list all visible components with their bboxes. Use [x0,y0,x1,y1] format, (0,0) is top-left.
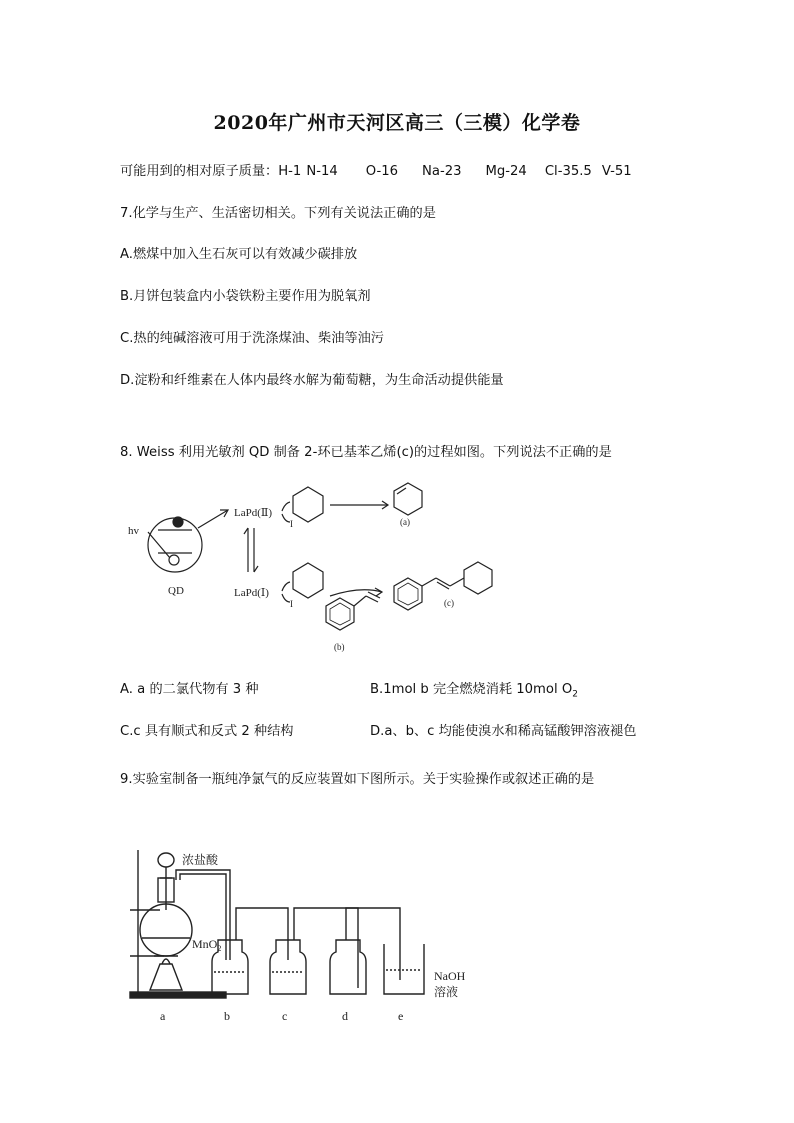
cyclohexyl-ring-top [293,487,323,522]
cyclohexene-a [394,483,422,515]
label-c: (c) [444,598,454,608]
hv-label: hv [128,525,139,537]
mass-h: H-1 [278,164,302,179]
q8-option-a: A. a 的二氯代物有 3 种 [120,682,259,697]
apparatus-label-c: c [282,1009,288,1023]
q7-option-a: A.燃煤中加入生石灰可以有效减少碳排放 [120,247,358,262]
q7-stem: 7.化学与生产、生活密切相关。下列有关说法正确的是 [120,206,436,221]
mass-o: O-16 [365,164,399,179]
mass-n: N-14 [306,164,338,179]
q8-stem: 8. Weiss 利用光敏剂 QD 制备 2-环已基苯乙烯(c)的过程如图。下列说法不正确的是 [120,445,612,460]
mno2-label [192,937,221,953]
apparatus-label-d: d [342,1009,348,1023]
mass-cl: Cl-35.5 [544,164,592,179]
lapd-ii-label: LaPd(Ⅱ) [234,507,273,519]
q8-option-b [370,678,578,700]
label-a: (a) [400,517,410,527]
lapd-i-label: LaPd(Ⅰ) [234,587,269,599]
q7-option-d: D.淀粉和纤维素在人体内最终水解为葡萄糖，为生命活动提供能量 [120,373,504,388]
hcl-label: 浓盐酸 [182,853,219,867]
apparatus-label-a: a [160,1009,166,1023]
mass-mg: Mg-24 [485,164,527,179]
bottle-d [330,940,366,994]
beaker-e [384,944,424,994]
mass-v: V-51 [601,164,632,179]
mno2-text: MnO [192,937,218,951]
mno2-subscript: 2 [217,944,222,953]
q8-option-c: C.c 具有顺式和反式 2 种结构 [120,724,294,739]
q8-option-b-subscript: 2 [572,689,578,700]
naoh-label: NaOH [434,969,466,983]
product-c-cyclohexyl [464,562,492,594]
q8-reaction-figure [120,470,520,660]
label-b: (b) [334,642,345,652]
q8-option-d: D.a、b、c 均能使溴水和稀高锰酸钾溶液褪色 [370,724,637,739]
atomic-masses-line [120,160,646,179]
naoh-solution-label: 溶液 [434,985,459,999]
cyclohexyl-ring-bottom [293,563,323,598]
iodide-top: I [290,519,293,529]
q8-option-b-text: B.1mol b 完全燃烧消耗 10mol O [370,682,573,697]
q9-apparatus-figure [120,840,480,1030]
q7-option-c: C.热的纯碱溶液可用于洗涤煤油、柴油等油污 [120,331,384,346]
q9-stem: 9.实验室制备一瓶纯净氯气的反应装置如下图所示。关于实验操作或叙述正确的是 [120,772,595,787]
page-title: 2020年广州市天河区高三（三模）化学卷 [213,112,581,134]
qd-label: QD [168,585,184,597]
atomic-masses-label: 可能用到的相对原子质量： [120,164,279,179]
mass-na: Na-23 [422,164,462,179]
apparatus-label-e: e [398,1009,404,1023]
flask [140,904,192,956]
iodide-bottom: I [290,599,293,609]
apparatus-label-b: b [224,1009,230,1023]
q7-option-b: B.月饼包装盒内小袋铁粉主要作用为脱氧剂 [120,289,371,304]
